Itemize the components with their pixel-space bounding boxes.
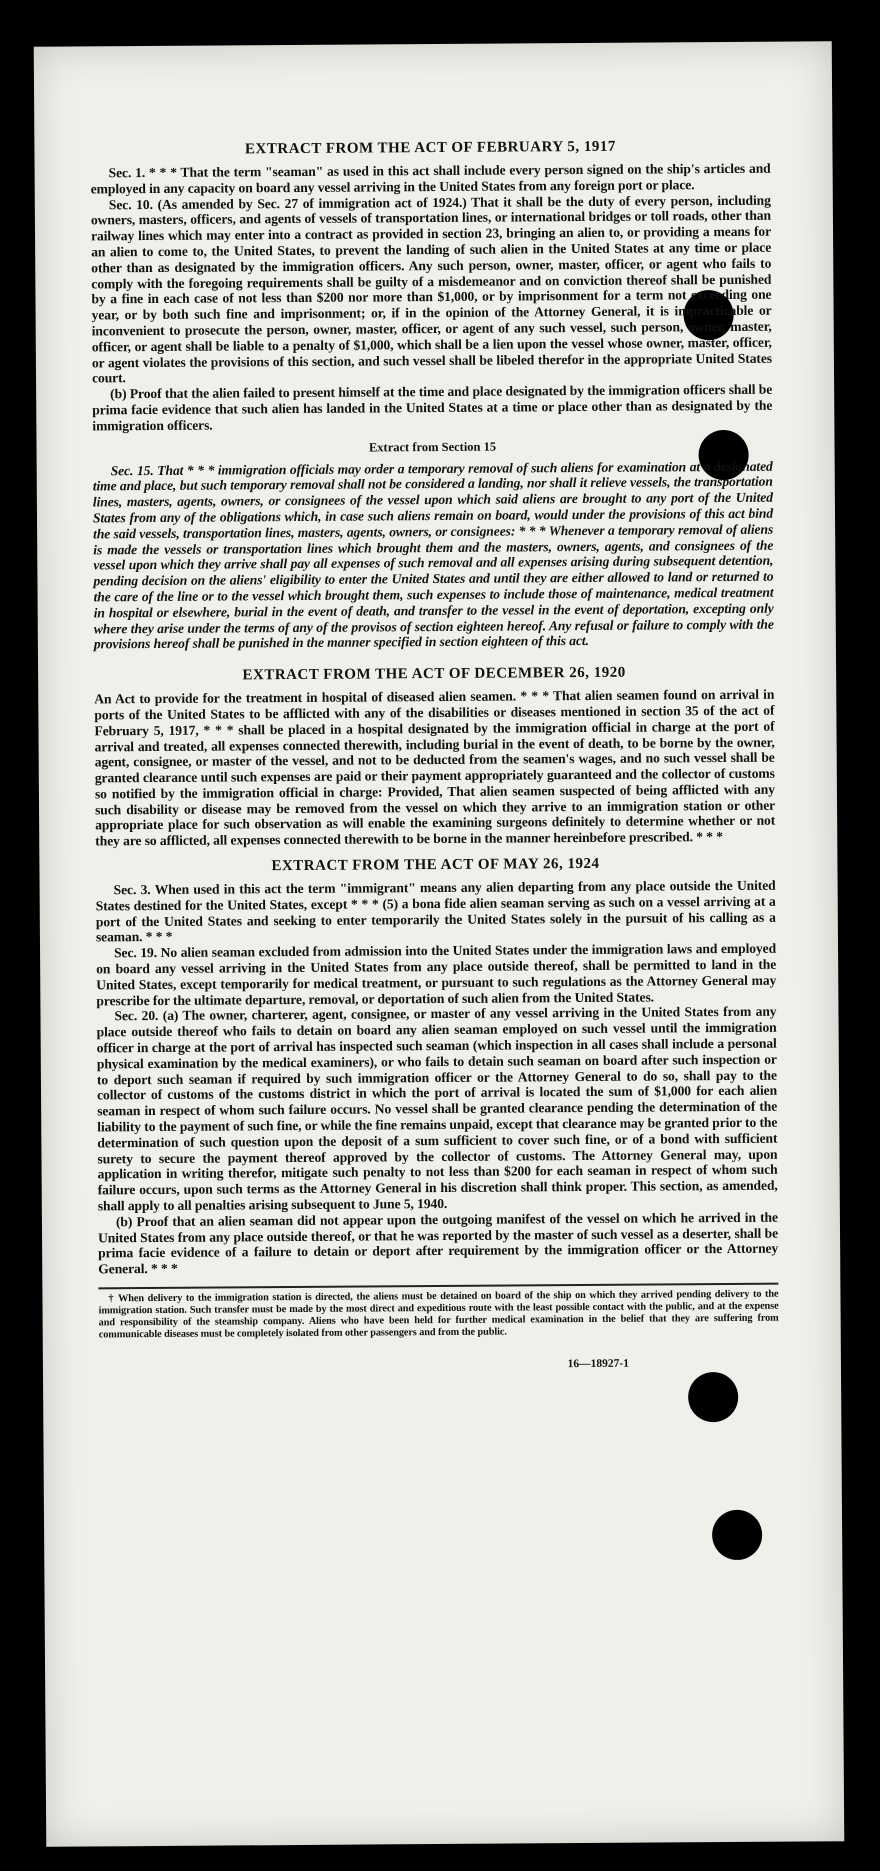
punch-hole	[712, 1510, 762, 1560]
footnote	[98, 1283, 778, 1342]
section-heading: EXTRACT FROM THE ACT OF MAY 26, 1924	[271, 855, 600, 875]
paragraph: Sec. 3. When used in this act the term "immigrant" means any alien departing from any place outside the United States destined for the United States, except * * * (5) a bona fide alien seaman serving as such on a vessel arriving at a port of the United States and seeking to enter temporarily the United States solely in the pursuit of his calling as a seaman. * * *	[95, 877, 776, 945]
paragraph: Sec. 15. That * * * immigration officials may order a temporary removal of such aliens for examination at a designated time and place, but such temporary removal shall not be considered a landing, nor shall it relieve vessels, the transportation lines, masters, agents, owners, or consignees of the vessel upon which said aliens are brought to any port of the United States from any of the obligations which, in case such aliens remain on board, would under the provisions of this act bind the said vessels, transportation lines, masters, agents, owners, or consignees: * * * Whenever a temporary removal of aliens is made the vessels or transportation lines which brought them and the masters, owners, agents, and consignees of the vessel upon which they arrive shall pay all expenses of such removal and all expenses arising during subsequent detention, pending decision on the aliens' eligibility to enter the United States and until they are either allowed to land or returned to the care of the line or to the vessel which brought them, such expenses to include those of maintenance, medical treatment in hospital or elsewhere, burial in the event of death, and transfer to the vessel in the event of deportation, excepting only where they arise under the terms of any of the provisos of section eighteen hereof. Any refusal or failure to comply with the provisions hereof shall be punished in the manner specified in section eighteen of this act.	[92, 458, 774, 652]
footnote-text: † When delivery to the immigration station is directed, the aliens must be detained on board of the ship on which they arrived pending delivery to the immigration station. Such transfer must be made by the most direct and expeditious route with the least possible contact with the public, and at the expense and responsibility of the steamship company. Aliens who have been held for further medical examination in the belief that they are suffering from communicable diseases must be completely isolated from other passengers and from the public.	[98, 1288, 779, 1341]
paragraph: (b) Proof that an alien seaman did not appear upon the outgoing manifest of the vessel on which he arrived in the United States from any place outside thereof, or that he was reported by the master of such vessel as a deserter, shall be prima facie evidence of a failure to detain or deport after requirement by the immigration officer or the Attorney General. * * *	[97, 1209, 779, 1277]
punch-hole	[688, 1372, 738, 1422]
document-page	[34, 41, 845, 1847]
paragraph: Sec. 1. * * * That the term "seaman" as used in this act shall include every person signed on the ship's articles and employed in any capacity on board any vessel arriving in the United States from any foreign port or place.	[90, 160, 771, 197]
document-body	[90, 128, 779, 1374]
section-heading: EXTRACT FROM THE ACT OF FEBRUARY 5, 1917	[244, 138, 616, 158]
paragraph: Sec. 10. (As amended by Sec. 27 of immigration act of 1924.) That it shall be the duty of every person, including owners, masters, officers, and agents of vessels of transportation lines, or international bridges or toll roads, other than railway lines which may enter into a contract as provided in section 23, bringing an alien to, or providing a means for an alien to come to, the United States, to prevent the landing of such alien in the United States at any time or place other than as designated by the immigration officers. Any such person, owner, master, officer, or agent who fails to comply with the foregoing requirements shall be guilty of a misdemeanor and on conviction thereof shall be punished by a fine in each case of not less than $200 nor more than $1,000, or by imprisonment for a term not exceeding one year, or by both such fine and imprisonment; or, if in the opinion of the Attorney General, it is impracticable or inconvenient to prosecute the person, owner, master, officer, or agent of any such vessel, such person, owner, master, officer, or agent shall be liable to a penalty of $1,000, which shall be a lien upon the vessel whose owner, master, officer, or agent violates the provisions of this section, and such vessel shall be libeled therefor in the appropriate United States court.	[90, 192, 772, 386]
paragraph: An Act to provide for the treatment in hospital of diseased alien seamen. * * * That alien seamen found on arrival in ports of the United States to be afflicted with any of the disabilities or diseases mentioned in section 35 of the act of February 5, 1917, * * * shall be placed in a hospital designated by the immigration official in charge at the port of arrival and treated, all expenses connected therewith, including burial in the event of death, to be borne by the owner, agent, consignee, or master of the vessel, and not to be deducted from the seamen's wages, and no such vessel shall be granted clearance until such expenses are paid or their payment appropriately guaranteed and the collector of customs so notified by the immigration official in charge: Provided, That alien seamen suspected of being afflicted with any such disability or disease may be removed from the vessel on which they arrive to an immigration station or other appropriate place for such observation as will enable the examining surgeons definitely to determine whether or not they are so afflicted, all expenses connected therewith to be borne in the manner hereinbefore prescribed. * * *	[94, 686, 776, 849]
section-subheading: Extract from Section 15	[368, 439, 497, 455]
paragraph: (b) Proof that the alien failed to present himself at the time and place designated by the immigration officers shall be prima facie evidence that such alien has landed in the United States at a time or place other than as designated by the immigration officers.	[92, 381, 773, 434]
paragraph: Sec. 19. No alien seaman excluded from admission into the United States under the immigration laws and employed on board any vessel arriving in the United States from any place outside thereof, shall be permitted to land in the United States, except temporarily for medical treatment, or pursuant to such regulations as the Attorney General may prescribe for the ultimate departure, removal, or deportation of such alien from the United States.	[96, 940, 777, 1009]
paragraph: Sec. 20. (a) The owner, charterer, agent, consignee, or master of any vessel arriving in the United States from any place outside thereof who fails to detain on board any alien seaman employed on such vessel until the immigration officer in charge at the port of arrival has inspected such seaman (which inspection in all cases shall include a personal physical examination by the medical examiners), or who fails to detain such seaman on board after such inspection or to deport such seaman if required by such immigration officer or the Attorney General to do so, shall pay to the collector of customs of the customs district in which the port of arrival is located the sum of $1,000 for each alien seaman in respect of whom such failure occurs. No vessel shall be granted clearance pending the determination of the liability to the payment of such fine, or while the fine remains unpaid, except that clearance may be granted prior to the determination of such question upon the deposit of a sum sufficient to cover such fine, or of a bond with sufficient surety to secure the payment thereof approved by the collector of customs. The Attorney General may, upon application in writing therefor, mitigate such penalty to not less than $200 for each seaman in respect of whom such failure occurs, upon such terms as the Attorney General in his discretion shall think proper. This section, as amended, shall apply to all penalties arising subsequent to June 5, 1940.	[96, 1004, 778, 1214]
form-code: 16—18927-1	[567, 1357, 629, 1371]
section-heading: EXTRACT FROM THE ACT OF DECEMBER 26, 1920	[242, 664, 626, 684]
